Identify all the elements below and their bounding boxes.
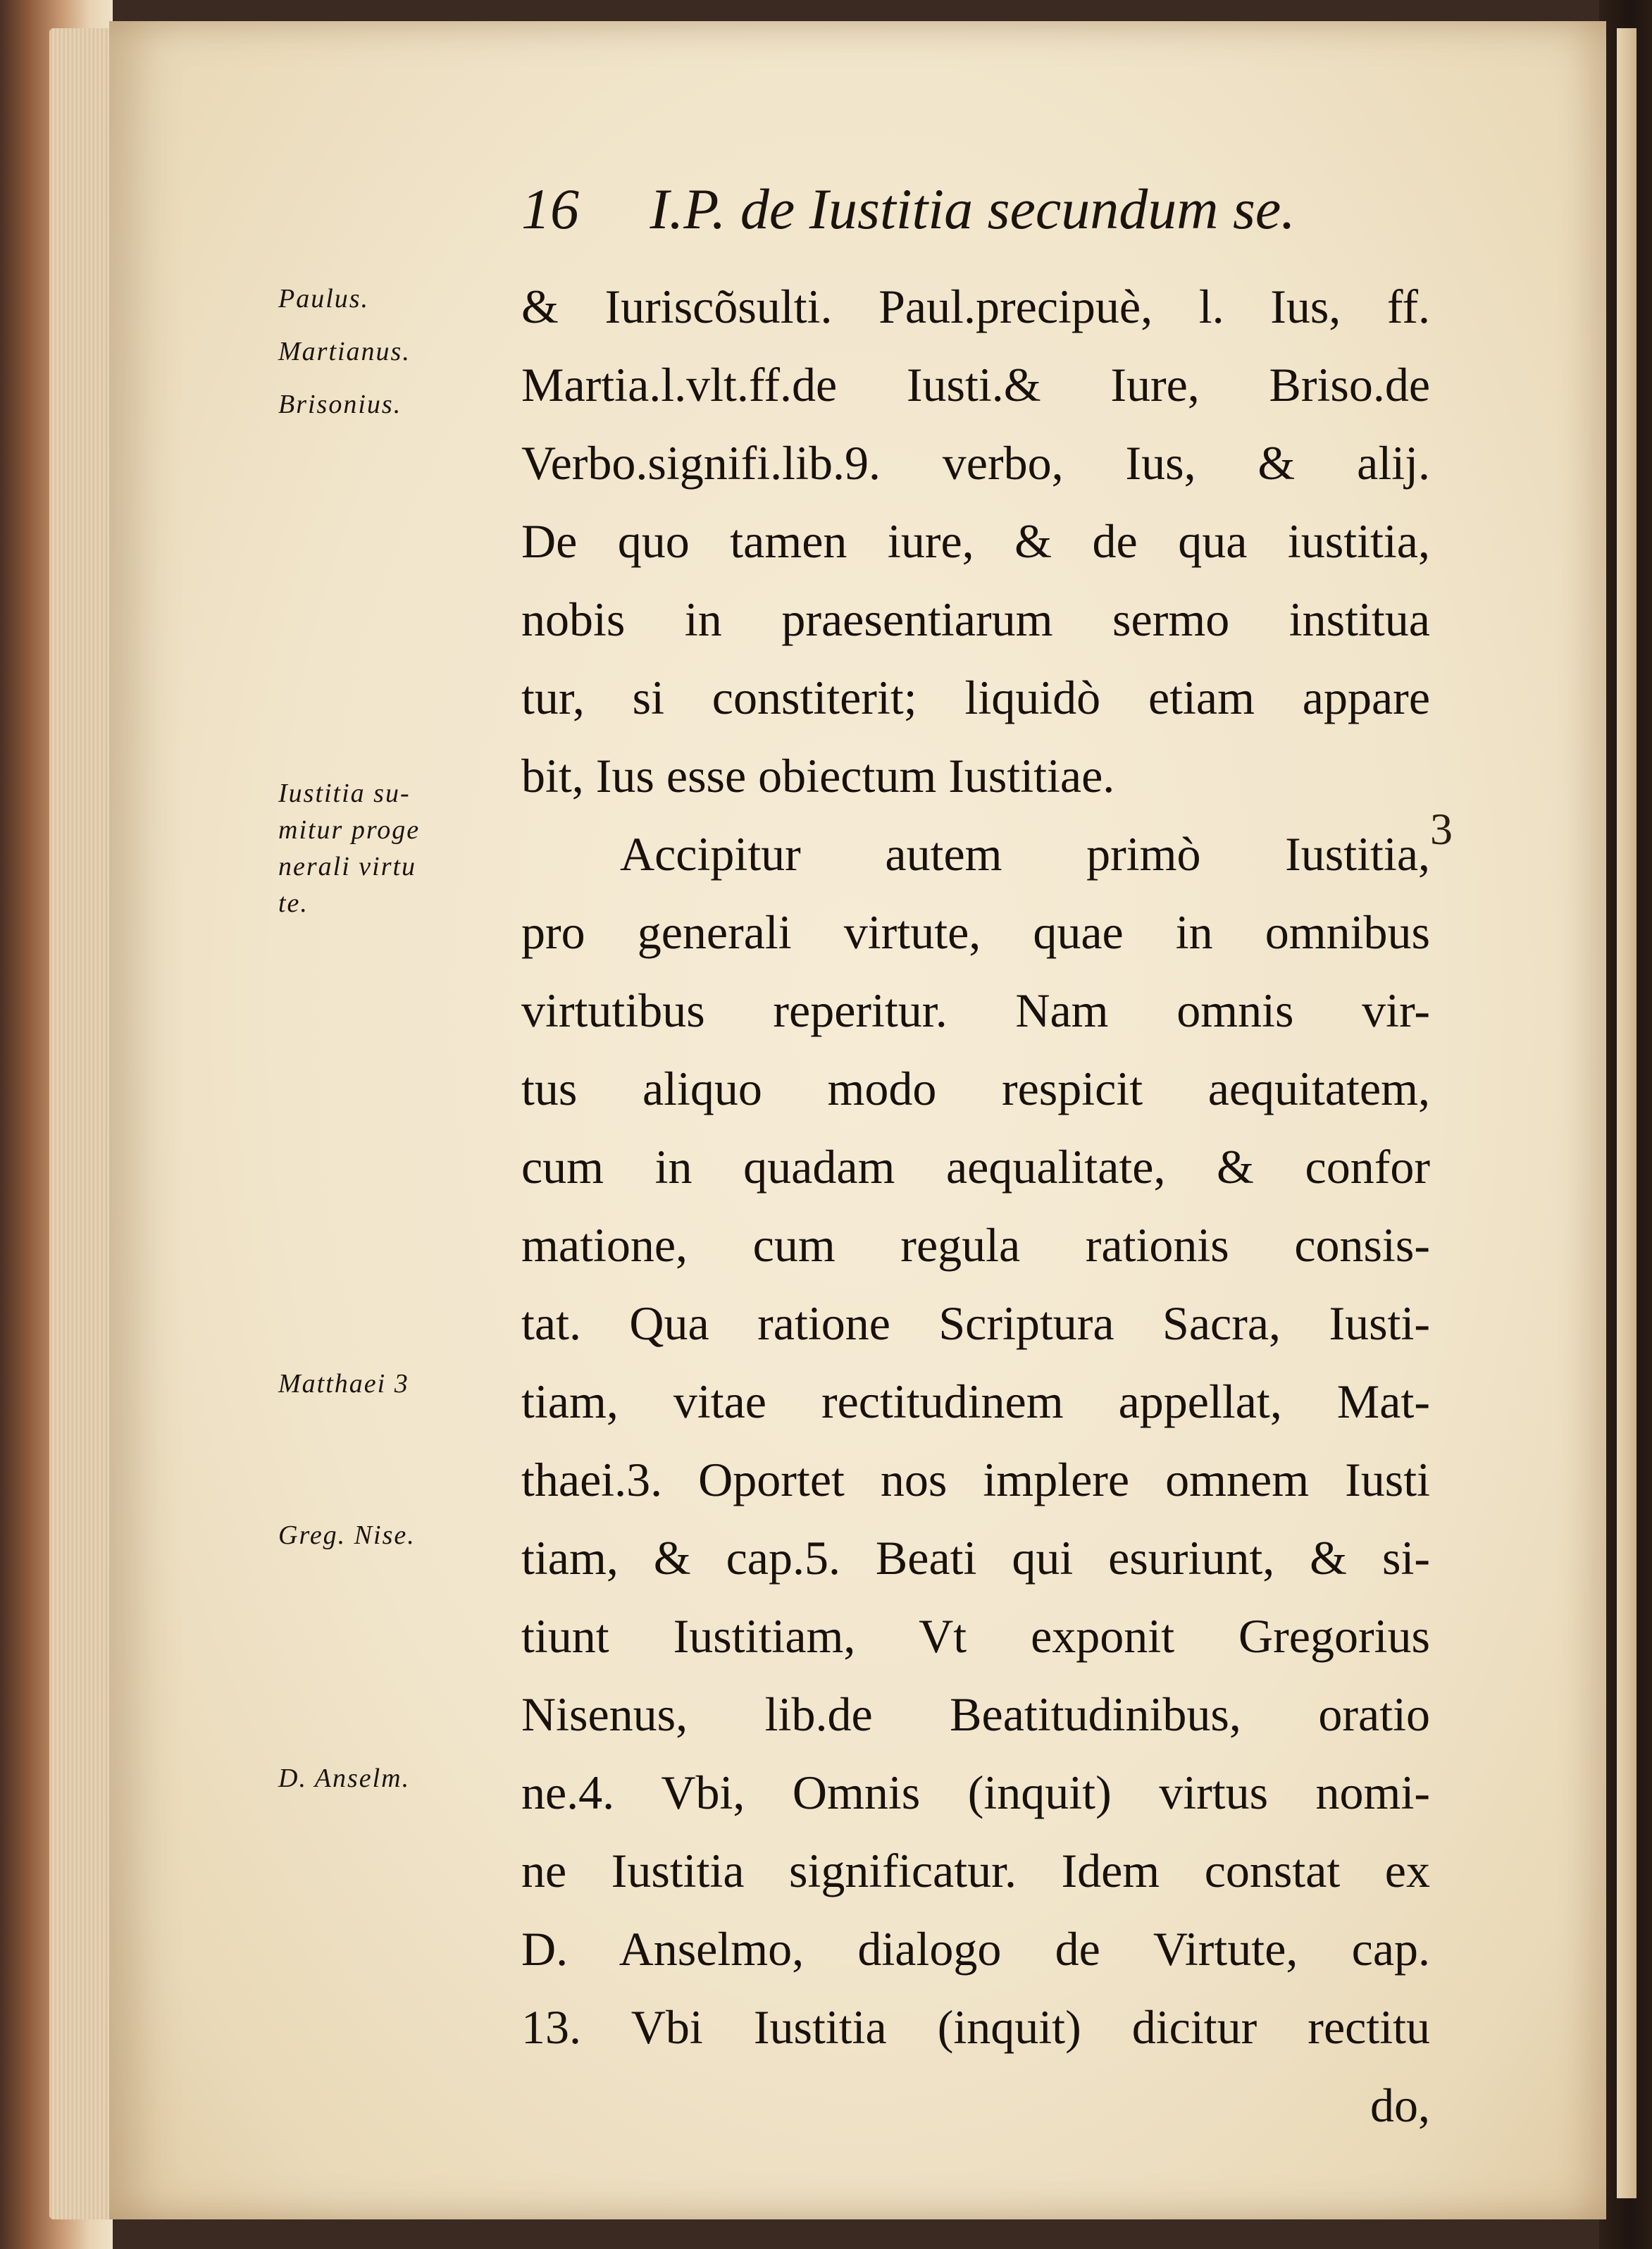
text-line: tat. Qua ratione Scriptura Sacra, Iusti- (521, 1296, 1430, 1350)
text-line: nobis in praesentiarum sermo institua (521, 593, 1430, 646)
margin-note: D. Anselm. (278, 1764, 411, 1793)
margin-note: Matthaei 3 (278, 1369, 409, 1399)
text-line: tur, si constiterit; liquidò etiam appare (521, 671, 1430, 724)
catchword: do, (1370, 2078, 1430, 2132)
text-line: 13. Vbi Iustitia (inquit) dicitur rectitu (521, 2000, 1430, 2054)
text-line: & Iuriscõsulti. Paul.precipuè, l. Ius, ff. (521, 280, 1430, 333)
text-line: ne Iustitia significatur. Idem constat ex (521, 1844, 1430, 1897)
margin-note: Greg. Nise. (278, 1520, 416, 1550)
margin-note: Iustitia su- mitur proge nerali virtu te. (278, 779, 421, 918)
text-line: matione, cum regula rationis consis- (521, 1218, 1430, 1272)
text-line: Verbo.signifi.lib.9. verbo, Ius, & alij. (521, 436, 1430, 490)
text-line: Nisenus, lib.de Beatitudinibus, oratio (521, 1687, 1430, 1741)
text-line: Martia.l.vlt.ff.de Iusti.& Iure, Briso.de (521, 358, 1430, 411)
margin-note: Paulus. (278, 284, 370, 314)
body-text (521, 268, 1430, 2145)
text-line: thaei.3. Oportet nos implere omnem Iusti (521, 1453, 1430, 1506)
text-line: virtutibus reperitur. Nam omnis vir- (521, 984, 1430, 1037)
text-line: bit, Ius esse obiectum Iustitiae. (521, 749, 1115, 803)
text-line: De quo tamen iure, & de qua iustitia, (521, 514, 1430, 568)
text-line: tiam, vitae rectitudinem appellat, Mat- (521, 1375, 1430, 1428)
text-line: tiunt Iustitiam, Vt exponit Gregorius (521, 1609, 1430, 1663)
signature-mark: 3 (1430, 804, 1453, 854)
text-line: D. Anselmo, dialogo de Virtute, cap. (521, 1922, 1430, 1976)
margin-note: Martianus. (278, 337, 411, 366)
text-line: tiam, & cap.5. Beati qui esuriunt, & si- (521, 1531, 1430, 1585)
text-line: tus aliquo modo respicit aequitatem, (521, 1062, 1430, 1115)
page-number: 16 (521, 177, 579, 241)
text-line: ne.4. Vbi, Omnis (inquit) virtus nomi- (521, 1766, 1430, 1819)
margin-note: Brisonius. (278, 390, 402, 419)
running-title: I.P. de Iustitia secundum se. (650, 177, 1296, 241)
text-line: Accipitur autem primò Iustitia, (620, 827, 1430, 881)
text-line: pro generali virtute, quae in omnibus (521, 905, 1430, 959)
facing-leaf (1617, 28, 1637, 2198)
text-line: cum in quadam aequalitate, & confor (521, 1140, 1430, 1194)
running-header (521, 176, 1437, 242)
